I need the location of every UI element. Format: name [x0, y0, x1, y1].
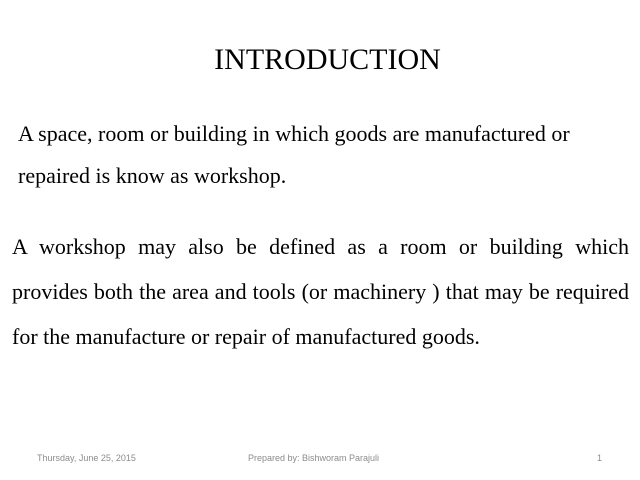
- slide-title: INTRODUCTION: [214, 43, 441, 76]
- page-number: 1: [596, 453, 602, 463]
- footer-date: Thursday, June 25, 2015: [37, 453, 136, 463]
- footer-author: Prepared by: Bishworam Parajuli: [248, 453, 380, 463]
- paragraph-definition: A space, room or building in which goods are manufactured or repaired is know as workshop.: [18, 121, 570, 188]
- paragraph-alternate-definition: A workshop may also be defined as a room or building which provides both the area and tools (or machinery ) that may be required for the manufacture or repair of manufactured goods.: [12, 234, 629, 349]
